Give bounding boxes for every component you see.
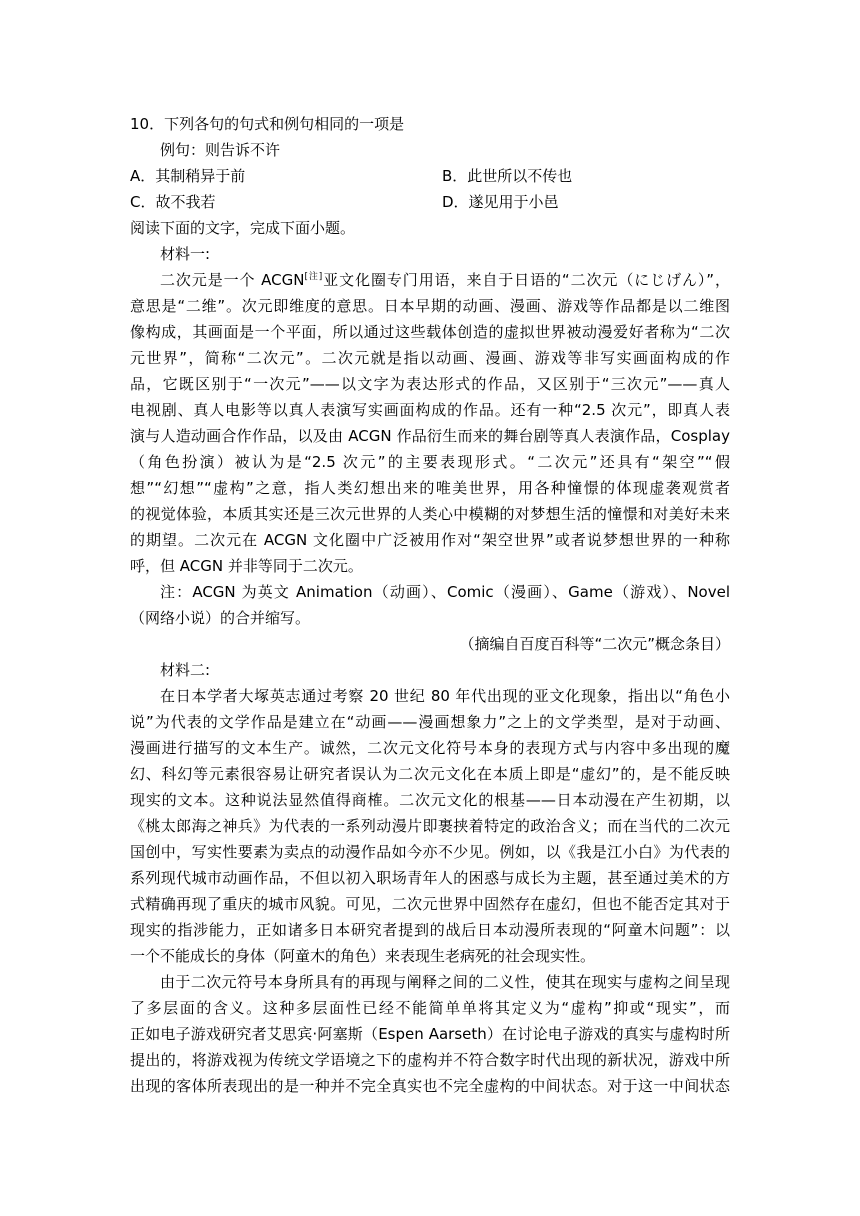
material1-line: （角色扮演）被认为是“2.5 次元”的主要表现形式。“二次元”还具有“架空”“假 — [130, 453, 730, 471]
material2-line: 漫画进行描写的文本生产。诚然，二次元文化符号本身的表现方式与内容中多出现的魔 — [130, 739, 730, 757]
material2-line: 出现的客体所表现出的是一种并不完全真实也不完全虚构的中间状态。对于这一中间状态 — [130, 1077, 730, 1095]
material1-line: 品，它既区别于“一次元”——以文字为表达形式的作品，又区别于“三次元”——真人 — [130, 375, 730, 393]
material2-p2-first-line: 由于二次元符号本身所具有的再现与阐释之间的二义性，使其在现实与虚构之间呈现 — [160, 973, 730, 991]
material2-line: 了多层面的含义。这种多层面性已经不能简单单将其定义为“虚构”抑或“现实”，而 — [130, 999, 730, 1017]
material2-line: 一个不能成长的身体（阿童木的角色）来表现生老病死的社会现实性。 — [130, 947, 596, 965]
material2-line: 式精确再现了重庆的城市风貌。可见，二次元世界中固然存在虚幻，但也不能否定其对于 — [130, 895, 730, 913]
option-b: B．此世所以不传也 — [442, 167, 573, 185]
note-marker: [注] — [304, 272, 323, 282]
material2-line: 系列现代城市动画作品，不但以初入职场青年人的困惑与成长为主题，甚至通过美术的方 — [130, 869, 730, 887]
note-line: （网络小说）的合并缩写。 — [130, 609, 311, 627]
material2-line: 现实的指涉能力，正如诸多日本研究者提到的战后日本动漫所表现的“阿童木问题”：以 — [130, 921, 730, 939]
material1-source: （摘编自百度百科等“二次元”概念条目） — [459, 635, 730, 653]
option-a: A．其制稍异于前 — [130, 167, 246, 185]
material2-line: 提出的，将游戏视为传统文学语境之下的虚构并不符合数字时代出现的新状况，游戏中所 — [130, 1051, 730, 1069]
option-c: C．故不我若 — [130, 193, 216, 211]
reading-intro: 阅读下面的文字，完成下面小题。 — [130, 219, 356, 237]
material1-paragraph-first-line — [160, 270, 730, 290]
material1-first-line-end: 亚文化圈专门用语，来自于日语的“二次元（にじげん）”， — [322, 271, 730, 289]
question-example: 例句：则告诉不许 — [160, 141, 281, 159]
material1-line: 的期望。二次元在 ACGN 文化圈中广泛被用作对“架空世界”或者说梦想世界的一种称 — [130, 531, 730, 549]
note-line: 注：ACGN 为英文 Animation（动画）、Comic（漫画）、Game（游戏）、Novel — [160, 583, 730, 601]
material1-line: 意思是“二维”。次元即维度的意思。日本早期的动画、漫画、游戏等作品都是以二维图 — [130, 297, 730, 315]
material2-heading: 材料二: — [160, 661, 211, 679]
material2-p1-first-line: 在日本学者大塚英志通过考察 20 世纪 80 年代出现的亚文化现象，指出以“角色小 — [160, 687, 730, 705]
material1-line: 的视觉体验，本质其实还是三次元世界的人类心中模糊的对梦想生活的憧憬和对美好未来 — [130, 505, 730, 523]
material1-first-line-start: 二次元是一个 ACGN — [160, 271, 305, 289]
material2-line: 现实的文本。这种说法显然值得商榷。二次元文化的根基——日本动漫在产生初期，以 — [130, 791, 730, 809]
material1-heading: 材料一: — [160, 245, 211, 263]
option-d: D．遂见用于小邑 — [442, 193, 559, 211]
material1-line: 元世界”，简称“二次元”。二次元就是指以动画、漫画、游戏等非写实画面构成的作 — [130, 349, 730, 367]
material2-line: 正如电子游戏研究者艾思宾·阿塞斯（Espen Aarseth）在讨论电子游戏的真实与虚构时所 — [130, 1025, 730, 1043]
material2-line: 幻、科幻等元素很容易让研究者误认为二次元文化在本质上即是“虚幻”的，是不能反映 — [130, 765, 730, 783]
material1-line: 想”“幻想”“虚构”之意，指人类幻想出来的唯美世界，用各种憧憬的体现虚袭观赏者 — [130, 479, 730, 497]
material1-line: 呼，但 ACGN 并非等同于二次元。 — [130, 557, 363, 575]
question-stem: 10．下列各句的句式和例句相同的一项是 — [130, 115, 405, 133]
material1-line: 演与人造动画合作作品，以及由 ACGN 作品衍生而来的舞台剧等真人表演作品，Cosplay — [130, 427, 730, 445]
material2-line: 说”为代表的文学作品是建立在“动画——漫画想象力”之上的文学类型，是对于动画、 — [130, 713, 730, 731]
material1-line: 电视剧、真人电影等以真人表演写实画面构成的作品。还有一种“2.5 次元”，即真人表 — [130, 401, 730, 419]
material2-line: 《桃太郎海之神兵》为代表的一系列动漫片即裹挟着特定的政治含义；而在当代的二次元 — [130, 817, 730, 835]
material2-line: 国创中，写实性要素为卖点的动漫作品如今亦不少见。例如，以《我是江小白》为代表的 — [130, 843, 730, 861]
material1-line: 像构成，其画面是一个平面，所以通过这些载体创造的虚拟世界被动漫爱好者称为“二次 — [130, 323, 730, 341]
